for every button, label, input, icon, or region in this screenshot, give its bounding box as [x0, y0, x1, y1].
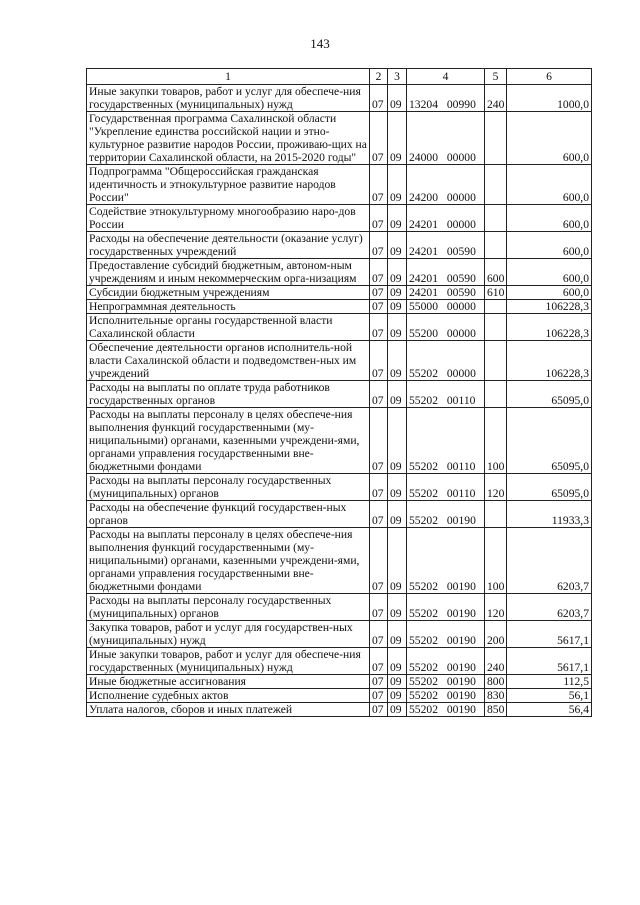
table-row — [87, 205, 592, 232]
row-target-article: 55202 00110 — [407, 381, 485, 408]
header-col-target-article: 4 — [407, 69, 485, 85]
row-target-article: 55202 00000 — [407, 341, 485, 381]
budget-table — [86, 68, 592, 717]
row-target-article: 55202 00190 — [407, 594, 485, 621]
row-subsection: 09 — [388, 112, 407, 165]
header-col-name: 1 — [87, 69, 370, 85]
row-target-article: 55202 00190 — [407, 675, 485, 689]
row-target-article: 24201 00000 — [407, 205, 485, 232]
table-row — [87, 259, 592, 286]
row-section: 07 — [370, 85, 388, 112]
row-amount: 56,1 — [507, 689, 592, 703]
header-row — [87, 69, 592, 85]
row-target-article: 13204 00990 — [407, 85, 485, 112]
table-row — [87, 232, 592, 259]
row-section: 07 — [370, 112, 388, 165]
row-amount: 65095,0 — [507, 381, 592, 408]
table-row — [87, 314, 592, 341]
row-expense-type: 600 — [485, 259, 507, 286]
row-expense-type — [485, 314, 507, 341]
table-row — [87, 408, 592, 474]
row-section: 07 — [370, 341, 388, 381]
row-expense-type — [485, 300, 507, 314]
row-target-article: 55202 00190 — [407, 648, 485, 675]
row-subsection: 09 — [388, 85, 407, 112]
row-expense-type: 120 — [485, 474, 507, 501]
row-target-article: 55202 00190 — [407, 528, 485, 594]
row-subsection: 09 — [388, 594, 407, 621]
row-expense-type: 240 — [485, 648, 507, 675]
header-col-section: 2 — [370, 69, 388, 85]
header-col-amount: 6 — [507, 69, 592, 85]
row-expense-type — [485, 232, 507, 259]
row-name: Уплата налогов, сборов и иных платежей — [87, 703, 370, 717]
row-subsection: 09 — [388, 341, 407, 381]
row-target-article: 24201 00590 — [407, 286, 485, 300]
row-amount: 600,0 — [507, 286, 592, 300]
row-amount: 1000,0 — [507, 85, 592, 112]
row-section: 07 — [370, 594, 388, 621]
row-expense-type — [485, 341, 507, 381]
row-section: 07 — [370, 703, 388, 717]
row-section: 07 — [370, 648, 388, 675]
row-section: 07 — [370, 259, 388, 286]
row-name: Расходы на выплаты персоналу в целях обеспече-ния выполнения функций государственными (му-ниципальными) органами, казенными учреждени-ями, органами управления государственными вне-бюджетными фондами — [87, 528, 370, 594]
row-name: Государственная программа Сахалинской области "Укрепление единства российской нации и этно-культурное развитие народов России, проживаю-щих на территории Сахалинской области, на 2015-2020 годы" — [87, 112, 370, 165]
row-amount: 600,0 — [507, 232, 592, 259]
row-subsection: 09 — [388, 205, 407, 232]
row-expense-type: 850 — [485, 703, 507, 717]
row-expense-type — [485, 165, 507, 205]
row-section: 07 — [370, 232, 388, 259]
row-name: Расходы на обеспечение деятельности (оказание услуг) государственных учреждений — [87, 232, 370, 259]
row-target-article: 24000 00000 — [407, 112, 485, 165]
row-subsection: 09 — [388, 501, 407, 528]
row-name: Расходы на выплаты персоналу в целях обеспече-ния выполнения функций государственными (му-ниципальными) органами, казенными учреждени-ями, органами управления государственными вне-бюджетными фондами — [87, 408, 370, 474]
table-row — [87, 621, 592, 648]
row-amount: 6203,7 — [507, 528, 592, 594]
row-section: 07 — [370, 528, 388, 594]
row-target-article: 55202 00190 — [407, 703, 485, 717]
row-name: Закупка товаров, работ и услуг для государствен-ных (муниципальных) нужд — [87, 621, 370, 648]
row-target-article: 55202 00190 — [407, 501, 485, 528]
row-name: Субсидии бюджетным учреждениям — [87, 286, 370, 300]
row-expense-type: 200 — [485, 621, 507, 648]
row-subsection: 09 — [388, 648, 407, 675]
table-row — [87, 648, 592, 675]
row-expense-type: 100 — [485, 408, 507, 474]
header-col-expense-type: 5 — [485, 69, 507, 85]
row-subsection: 09 — [388, 286, 407, 300]
row-name: Иные закупки товаров, работ и услуг для обеспече-ния государственных (муниципальных) нужд — [87, 648, 370, 675]
table-row — [87, 381, 592, 408]
row-subsection: 09 — [388, 314, 407, 341]
row-name: Обеспечение деятельности органов исполнитель-ной власти Сахалинской области и подведомствен-ных им учреждений — [87, 341, 370, 381]
row-amount: 106228,3 — [507, 300, 592, 314]
row-target-article: 55202 00110 — [407, 474, 485, 501]
row-name: Расходы на выплаты персоналу государственных (муниципальных) органов — [87, 594, 370, 621]
row-subsection: 09 — [388, 259, 407, 286]
row-name: Подпрограмма "Общероссийская гражданская идентичность и этнокультурное развитие народов России" — [87, 165, 370, 205]
row-amount: 6203,7 — [507, 594, 592, 621]
row-amount: 600,0 — [507, 112, 592, 165]
row-target-article: 24201 00590 — [407, 232, 485, 259]
row-expense-type: 240 — [485, 85, 507, 112]
row-name: Исполнение судебных актов — [87, 689, 370, 703]
row-expense-type — [485, 205, 507, 232]
row-amount: 11933,3 — [507, 501, 592, 528]
row-expense-type — [485, 381, 507, 408]
row-subsection: 09 — [388, 621, 407, 648]
row-amount: 65095,0 — [507, 474, 592, 501]
row-section: 07 — [370, 314, 388, 341]
row-section: 07 — [370, 689, 388, 703]
table-row — [87, 594, 592, 621]
row-target-article: 55000 00000 — [407, 300, 485, 314]
table-row — [87, 112, 592, 165]
row-target-article: 55202 00190 — [407, 621, 485, 648]
row-name: Непрограммная деятельность — [87, 300, 370, 314]
row-amount: 5617,1 — [507, 648, 592, 675]
row-amount: 5617,1 — [507, 621, 592, 648]
row-expense-type: 830 — [485, 689, 507, 703]
row-expense-type: 610 — [485, 286, 507, 300]
row-name: Иные закупки товаров, работ и услуг для обеспече-ния государственных (муниципальных) нужд — [87, 85, 370, 112]
row-subsection: 09 — [388, 300, 407, 314]
row-target-article: 55202 00190 — [407, 689, 485, 703]
header-col-subsection: 3 — [388, 69, 407, 85]
row-name: Исполнительные органы государственной власти Сахалинской области — [87, 314, 370, 341]
row-section: 07 — [370, 621, 388, 648]
table-header — [87, 69, 592, 85]
row-subsection: 09 — [388, 689, 407, 703]
row-subsection: 09 — [388, 232, 407, 259]
row-section: 07 — [370, 165, 388, 205]
row-subsection: 09 — [388, 474, 407, 501]
row-expense-type: 100 — [485, 528, 507, 594]
table-row — [87, 341, 592, 381]
row-section: 07 — [370, 381, 388, 408]
table-row — [87, 85, 592, 112]
row-subsection: 09 — [388, 381, 407, 408]
row-section: 07 — [370, 675, 388, 689]
row-amount: 106228,3 — [507, 314, 592, 341]
row-amount: 600,0 — [507, 259, 592, 286]
row-expense-type — [485, 501, 507, 528]
row-target-article: 55202 00110 — [407, 408, 485, 474]
row-section: 07 — [370, 501, 388, 528]
row-amount: 600,0 — [507, 205, 592, 232]
row-target-article: 55200 00000 — [407, 314, 485, 341]
row-subsection: 09 — [388, 408, 407, 474]
row-subsection: 09 — [388, 528, 407, 594]
row-amount: 106228,3 — [507, 341, 592, 381]
table-row — [87, 300, 592, 314]
row-amount: 65095,0 — [507, 408, 592, 474]
table-row — [87, 165, 592, 205]
page-number: 143 — [310, 36, 330, 51]
row-subsection: 09 — [388, 165, 407, 205]
table-row — [87, 703, 592, 717]
table-row — [87, 689, 592, 703]
table-row — [87, 675, 592, 689]
table-row — [87, 501, 592, 528]
row-section: 07 — [370, 300, 388, 314]
row-section: 07 — [370, 205, 388, 232]
table-row — [87, 286, 592, 300]
row-target-article: 24201 00590 — [407, 259, 485, 286]
row-amount: 56,4 — [507, 703, 592, 717]
row-section: 07 — [370, 474, 388, 501]
row-section: 07 — [370, 408, 388, 474]
table-row — [87, 474, 592, 501]
table-row — [87, 528, 592, 594]
row-subsection: 09 — [388, 675, 407, 689]
row-name: Иные бюджетные ассигнования — [87, 675, 370, 689]
row-name: Расходы на обеспечение функций государствен-ных органов — [87, 501, 370, 528]
row-name: Расходы на выплаты по оплате труда работников государственных органов — [87, 381, 370, 408]
row-expense-type — [485, 112, 507, 165]
row-target-article: 24200 00000 — [407, 165, 485, 205]
row-name: Предоставление субсидий бюджетным, автоном-ным учреждениям и иным некоммерческим орга-низациям — [87, 259, 370, 286]
row-section: 07 — [370, 286, 388, 300]
row-amount: 112,5 — [507, 675, 592, 689]
row-amount: 600,0 — [507, 165, 592, 205]
row-name: Содействие этнокультурному многообразию наро-дов России — [87, 205, 370, 232]
row-expense-type: 120 — [485, 594, 507, 621]
table-body — [87, 85, 592, 717]
row-subsection: 09 — [388, 703, 407, 717]
row-name: Расходы на выплаты персоналу государственных (муниципальных) органов — [87, 474, 370, 501]
row-expense-type: 800 — [485, 675, 507, 689]
